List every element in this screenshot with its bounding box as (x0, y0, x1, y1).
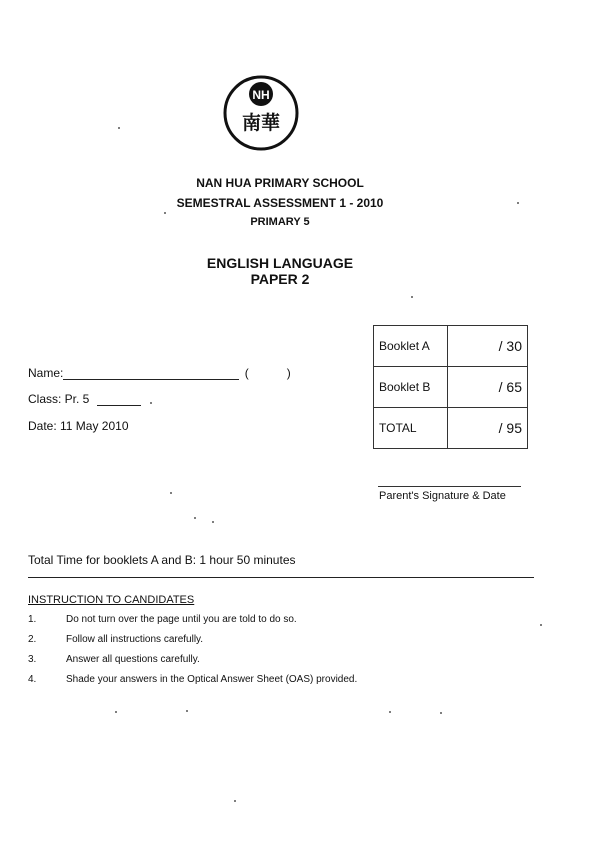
marks-value: / 65 (448, 367, 528, 408)
instructions-list (28, 612, 357, 692)
assessment-title: SEMESTRAL ASSESSMENT 1 - 2010 (176, 196, 384, 210)
name-field (28, 366, 291, 380)
item-text: Answer all questions carefully. (66, 654, 200, 665)
paper-title: PAPER 2 (250, 271, 310, 287)
scan-speck (150, 402, 152, 404)
table-row (374, 326, 528, 367)
scan-speck (186, 710, 188, 712)
item-number: 1. (28, 614, 37, 625)
list-item (28, 652, 357, 672)
signature-label: Parent's Signature & Date (379, 490, 506, 502)
scan-speck (118, 127, 120, 129)
marks-value: / 95 (448, 408, 528, 449)
signature-line[interactable] (378, 486, 521, 487)
class-field (28, 392, 141, 406)
level-title: PRIMARY 5 (250, 216, 310, 228)
divider (28, 577, 534, 578)
scan-speck (517, 202, 519, 204)
scan-speck (389, 711, 391, 713)
item-text: Do not turn over the page until you are told to do so. (66, 614, 297, 625)
name-blank[interactable] (63, 379, 239, 380)
item-number: 4. (28, 674, 37, 685)
scan-speck (115, 711, 117, 713)
marks-label: Booklet A (374, 326, 448, 367)
scan-speck (540, 624, 542, 626)
instructions-title: INSTRUCTION TO CANDIDATES (28, 594, 195, 606)
name-label: Name: (28, 366, 64, 380)
scan-speck (234, 800, 236, 802)
scan-speck (212, 521, 214, 523)
class-label: Class: Pr. 5 (28, 392, 90, 406)
marks-value: / 30 (448, 326, 528, 367)
item-number: 2. (28, 634, 37, 645)
scan-speck (164, 212, 166, 214)
list-item (28, 632, 357, 652)
subject-title: ENGLISH LANGUAGE (206, 255, 354, 271)
school-logo (222, 74, 300, 152)
scan-speck (440, 712, 442, 714)
marks-label: TOTAL (374, 408, 448, 449)
logo-chinese-text: 南華 (241, 112, 281, 134)
class-blank[interactable] (97, 405, 141, 406)
list-item (28, 612, 357, 632)
index-paren-open: ( (244, 366, 249, 380)
scan-speck (170, 492, 172, 494)
logo-monogram: NH (252, 88, 270, 102)
item-number: 3. (28, 654, 37, 665)
table-row (374, 408, 528, 449)
table-row (374, 367, 528, 408)
scan-speck (411, 296, 413, 298)
total-time: Total Time for booklets A and B: 1 hour 50 minutes (28, 553, 296, 567)
school-name: NAN HUA PRIMARY SCHOOL (196, 176, 364, 190)
item-text: Shade your answers in the Optical Answer Sheet (OAS) provided. (66, 674, 358, 685)
item-text: Follow all instructions carefully. (66, 634, 204, 645)
marks-label: Booklet B (374, 367, 448, 408)
index-paren-close: ) (286, 366, 291, 380)
school-crest-icon (222, 74, 300, 152)
marks-table (373, 325, 528, 449)
scan-speck (194, 517, 196, 519)
date-field: Date: 11 May 2010 (28, 419, 129, 433)
list-item (28, 672, 357, 692)
